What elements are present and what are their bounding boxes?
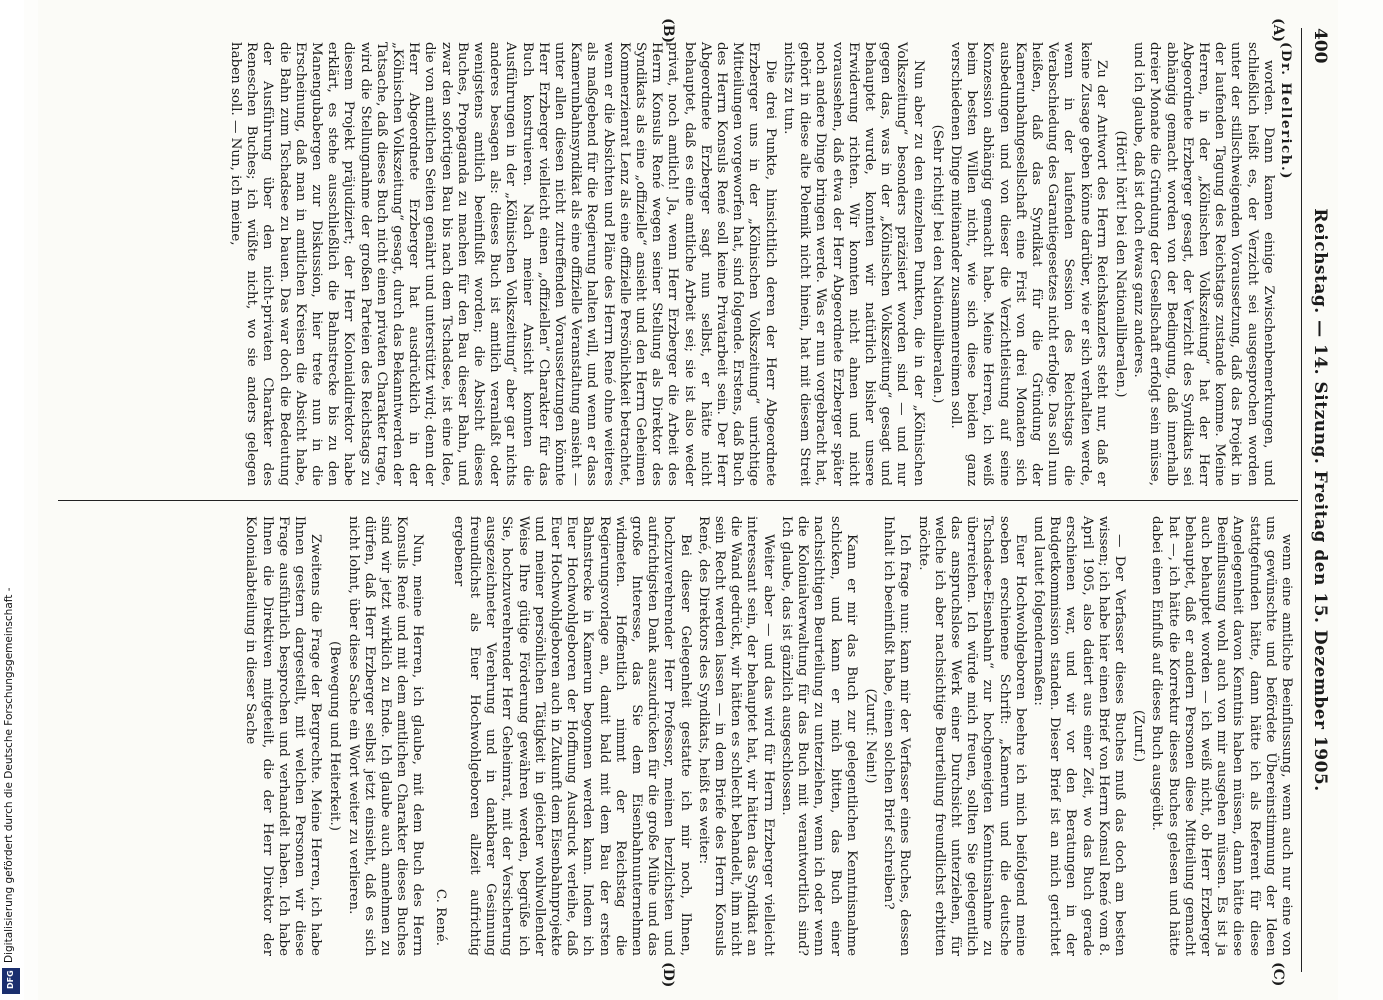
paragraph: Die drei Punkte, hinsichtlich deren der Herr Abgeordnete Erzberger uns in der „Kölnischen Volkszeitung“ unrichtige Mitteilungen vorgeworfen hat, sind folgende. Erstens, daß Buch des Herrn Konsuls René soll keine Privatarbeit sein. Der Herr Abgeordnete Erzberger sagt nun selbst, er hätte nicht behauptet, daß es eine amtliche Arbeit sei; sie ist also weder privat, noch amtlich! Ja, wenn Herr Erzberger die Arbeit des Herrn Konsuls René wegen seiner Stellung als Direktor des Syndikats als eine „offizielle“ ansieht und den Herrn Geheimen Kommerzienrat Lenz als eine offizielle Persönlichkeit betrachtet, wenn er die Absichten und Pläne des Herrn René ohne weiteres als maßgebend für die Regierung halten will, und wenn er dass Kamerunbahnsyndikat als eine offizielle Veranstaltung ansieht — unter allen diesen nicht zutreffenden Voraussetzungen könnte Herr Erzberger vielleicht einen „offiziellen“ Charakter für das Buch konstruieren. Nach meiner Ansicht konnten die Ausführungen in der „Kölnischen Volkszeitung“ aber gar nichts anderes besagen als: dieses Buch ist amtlich veranlaßt oder wenigstens amtlich beeinflußt worden; die Absicht dieses Buches, Propaganda zu machen für den Bau dieser Bahn, und zwar den sofortigen Bau bis nach dem Tschadsee, ist eine Idee, die von amtlichen Seiten genährt und unterstützt wird; denn der Herr Abgeordnete Erzberger hat ausdrücklich in der „Kölnischen Volkszeitung“ gesagt, durch das Bekanntwerden der Tatsache, daß dieses Buch nicht einen privaten Charakter trage, wird die Stellungnahme der großen Parteien des Reichstags zu diesem Projekt präjudiziert; der Herr Kolonialdirektor habe erklärt, es stehe ausschließlich die Bahnstrecke bis zu den Manengubabergen zur Diskussion, hier trete nun in die Erscheinung, daß man in amtlichen Kreisen die Absicht habe, die Bahn zum Tschadsee zu bauen. Das war doch die Bedeutung der Ausführung über den nicht-privaten Charakter des Reneschen Buches; ich wüßte nicht, wo sie anders gelegen haben soll. — Nun, ich meine, [228,42,778,486]
interjection: (Zuruf.) [1131,709,1147,763]
margin-marker-a: (A) [1270,18,1286,43]
interjection: (Hört! hört! bei den Nationalliberalen.) [1112,130,1128,398]
funding-credit: Digitalisierung gefördert durch die Deutsche Forschungsgemeinschaft - [3,587,15,963]
funding-credit-strip [0,0,24,1000]
paragraph: — Der Verfasser dieses Buches muß das doch am besten wissen; ich habe hier einen Brief von Herrn Konsul René vom 8. April 1905, also datiert aus einer Zeit, wo das Buch gerade erschienen war, und wir vor den Beratungen in der Budgetkommission standen. Dieser Brief ist an mich gerichtet und lautet folgendermaßen: [1030,516,1127,956]
page-title: Reichstag. — 14. Sitzung. Freitag den 15. Dezember 1905. [1310,208,1330,792]
paragraph: Kann er mir das Buch zur gelegentlichen Kenntnisnahme schicken, und kann er mich bitten, das Buch einer nachsichtigen Beurteilung zu unterziehen, wenn ich oder wenn die Kolonialverwaltung für das Buch mit verantwortlich sind? Ich glaube, das ist gänzlich ausgeschlossen. [778,516,859,956]
left-text-column [225,42,1294,486]
scanned-page [38,0,1338,1000]
interjection: (Bewegung und Heiterkeit.) [327,641,343,831]
margin-marker-d: (D) [660,962,676,988]
signature: C. René. [432,888,448,946]
paragraph: Bei dieser Gelegenheit gestatte ich mir noch, Ihnen, hochzuverehrender Herr Professor, meinen herzlichsten und aufrichtigsten Dank auszudrücken für die große Mühe und das große Interesse, das Sie dem Eisenbahnunternehmen widmeten. Hoffentlich nimmt der Reichstag die Regierungsvorlage an, damit bald mit dem Bau der ersten Bahnstrecke in Kamerun begonnen werden kann. Indem ich Euer Hochwohlgeboren der Hoffnung Ausdruck verleihe, daß Euer Hochwohlgeboren auch in Zukunft dem Eisenbahnprojekte und meiner persönlichen Tätigkeit in gleicher wohlwollender Weise Ihre gütige Förderung gewähren werden, begrüße ich Sie, hochzuverehrender Herr Geheimrat, mit der Versicherung ausgezeichneter Verehrung und in dankbarer Gesinnung freundlichst als Euer Hochwohlgeboren allzeit aufrichtig ergebener [450,516,693,956]
dfg-logo-icon: DFG [2,968,20,994]
paragraph: Euer Hochwohlgeboren beehre ich mich beifolgend meine soeben erschienene Schrift: „Kamerun und die deutsche Tschadsee-Eisenbahn“ zur hochgeneigten Kenntnisnahme zu überreichen. Ich würde mich freuen, sollten Sie gelegentlich das anspruchslose Werk einer Durchsicht unterziehen, für welche ich aber nachsichtige Beurteilung freundlichst erbitten möchte. [915,516,1028,956]
margin-marker-c: (C) [1270,962,1286,987]
header-rule [1301,28,1302,972]
paragraph: Nun, meine Herren, ich glaube, mit dem Buch des Herrn Konsuls René und mit dem amtlichen Charakter dieses Buches sind wir jetzt wirklich zu Ende. Ich glaube auch annehmen zu dürfen, daß Herr Erzberger selbst jetzt einsieht, daß es sich nicht lohnt, über diese Sache ein Wort weiter zu verlieren. [345,516,426,956]
right-text-column [240,516,1294,956]
interjection: (Zuruf: Nein!) [862,688,878,784]
paragraph: Zu der Antwort des Herrn Reichskanzlers steht nur, daß er keine Zusage geben könne darüber, wie er sich verhalten werde, wenn in der laufenden Session des Reichstags die Verabschiedung des Garantiegesetzes nicht erfolge. Das soll nun heißen, daß das Syndikat für die Gründung der Kamerunbahngesellschaft eine Frist von drei Monaten sich ausbedungen und von dieser die Verzichtleistung auf seine Konzession abhängig gemacht habe. Meine Herren, ich weiß beim besten Willen nicht, wie sich diese beiden ganz verschiedenen Dinge miteinander zusammenreimen soll. [947,42,1109,486]
page-header [1304,28,1330,972]
page-number: 400 [1310,28,1330,64]
paragraph: wenn eine amtliche Beeinflussung, wenn auch nur eine von uns gewünschte und befördete Übereinstimmung der Ideen stattgefunden hätte, dann hätte ich als Referent für diese Angelegenheit davon Kenntnis haben müssen, dann hätte diese Beeinflussung wohl auch von mir ausgehen müssen. Es ist ja auch behauptet worden — ich weiß nicht, ob Herr Erzberger behauptet, daß er andern Personen diese Mitteilung gemacht hat —, ich hätte die Korrektur dieses Buches gelesen und hätte dabei einen Einfluß auf dieses Buch ausgeübt. [1149,516,1294,956]
speaker-label: (Dr. Hellerich.) [1278,42,1294,180]
paragraph: worden. Dann kamen einige Zwischenbemerkungen, und schließlich heißt es, der Verzicht sei ausgesprochen worden unter der stillschweigenden Voraussetzung, daß das Projekt in der laufenden Tagung des Reichstags zustande komme. Meine Herren, in der „Kölnischen Volkszeitung“ hat der Herr Abgeordnete Erzberger gesagt, der Verzicht des Syndikats sei abhängig gemacht worden von der Bedingung, daß innerhalb dreier Monate die Gründung der Gesellschaft erfolgt sein müsse, und ich glaube, daß ist doch etwas ganz anderes. [1131,42,1276,486]
interjection: (Sehr richtig! bei den Nationalliberalen.) [929,124,945,404]
paragraph: Nun aber zu den einzelnen Punkten, die in der „Kölnischen Volkszeitung“ besonders präzisiert worden sind — und nur gegen das, was in der „Kölnischen Volkszeitung“ gesagt und behauptet wurde, konnten wir natürlich bisher unsere Erwiderung richten. Wir konnten nicht ahnen und nicht voraussehen, daß etwa der Herr Abgeordnete Erzberger später noch andere Dinge bringen werde. Was er nun vorgebracht hat, gehört in diese alte Polemik nicht hinein, hat mit diesem Streit nichts zu tun. [780,42,926,486]
margin-marker-b: (B) [660,18,676,44]
paragraph: Ich frage nun: kann mir der Verfasser eines Buches, dessen Inhalt ich beeinflußt habe, einen solchen Brief schreiben? [881,516,913,956]
paragraph: Zweitens die Frage der Bergrechte. Meine Herren, ich habe Ihnen gestern dargestellt, mit welchen Personen wir diese Frage ausführlich besprochen und verhandelt haben. Ich habe Ihnen die Direktiven mitgeteilt, die der Herr Direktor der Kolonialabteilung in dieser Sache [243,516,324,956]
paragraph: Weiter aber — und das wird für Herrn Erzberger vielleicht interessant sein, der behauptet hat, wir hätten das Syndikat an die Wand gedrückt, wir hätten es schlecht behandelt, ihm nicht sein Recht werden lassen — in dem Briefe des Herrn Konsuls René, des Direktors des Syndikats, heißt es weiter: [695,516,776,956]
column-divider [58,500,1298,501]
